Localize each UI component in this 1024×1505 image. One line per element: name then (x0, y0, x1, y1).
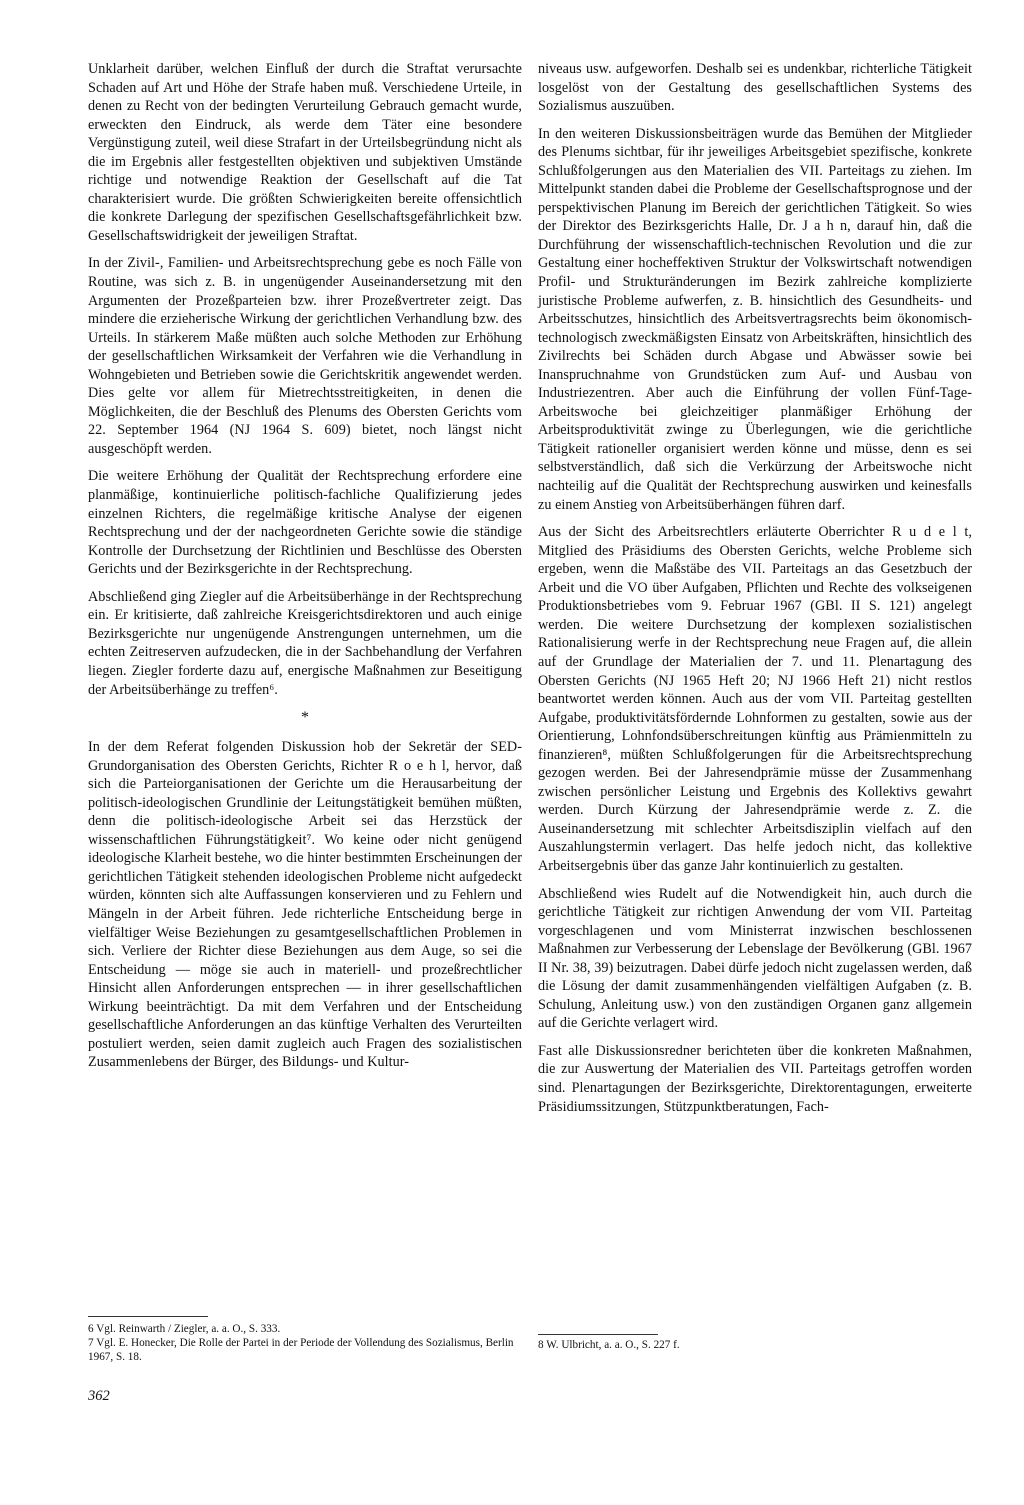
paragraph: Aus der Sicht des Arbeitsrechtlers erläuterte Oberrichter R u d e l t, Mitglied des Präsidiums des Obersten Gerichts, welche Probleme sich ergeben, wenn die Maßstäbe des VII. Parteitags an das Gesetzbuch der Arbeit und die VO über Aufgaben, Pflichten und Rechte des volkseigenen Produktionsbetriebes vom 9. Februar 1967 (GBl. II S. 121) angelegt werden. Die weitere Durchsetzung der komplexen sozialistischen Rationalisierung werfe in der Rechtsprechung neue Fragen auf, die allein auf der Grundlage der Materialien der 7. und 11. Plenartagung des Obersten Gerichts (NJ 1965 Heft 20; NJ 1966 Heft 21) nicht restlos beantwortet werden können. Auch aus der vom VII. Parteitag gestellten Aufgabe, produktivitätsfördernde Lohnformen zu gestalten, sowie aus der Orientierung, Lohnfondsüberschreitungen künftig aus Prämienmitteln zu finanzieren⁸, müßten Schlußfolgerungen für die Arbeitsrechtsprechung gezogen werden. Bei der Jahresendprämie müsse der Zusammenhang zwischen persönlicher Leistung und Ergebnis des Kollektivs gewahrt werden. Durch Kürzung der Jahresendprämie werde z. Z. die Auseinandersetzung mit schlechter Arbeitsdisziplin vielfach auf den Auszahlungstermin verlagert. Das helfe jedoch nicht, das kollektive Arbeitsergebnis über das ganze Jahr kontinuierlich zu gestalten. (538, 524, 972, 874)
paragraph: In der Zivil-, Familien- und Arbeitsrechtsprechung gebe es noch Fälle von Routine, was sich z. B. in ungenügender Auseinandersetzung mit den Argumenten der Prozeßparteien bzw. ihrer Prozeßvertreter zeigt. Das mindere die erzieherische Wirkung der gerichtlichen Verhandlung bzw. des Urteils. In stärkerem Maße müßten auch solche Methoden zur Erhöhung der gesellschaftlichen Wirksamkeit der Verfahren wie die Verhandlung in Wohngebieten und Betrieben sowie die Gerichtskritik angewendet werden. Dies gelte vor allem für Mietrechtsstreitigkeiten, in denen die Möglichkeiten, die der Beschluß des Plenums des Obersten Gerichts vom 22. September 1964 (NJ 1964 S. 609) bietet, noch längst nicht ausgeschöpft werden. (88, 255, 522, 457)
footnote: 7 Vgl. E. Honecker, Die Rolle der Partei in der Periode der Vollendung des Sozialismus, Berlin 1967, S. 18. (88, 1337, 514, 1363)
right-column (538, 60, 972, 1125)
left-column (88, 60, 522, 1081)
paragraph: In der dem Referat folgenden Diskussion hob der Sekretär der SED-Grundorganisation des Obersten Gerichts, Richter R o e h l, hervor, daß sich die Parteiorganisationen der Gerichte um die Herausarbeitung der politisch-ideologischen Grundlinie der Leitungstätigkeit bemühen müßten, denn die politisch-ideologische Arbeit sei das Herzstück der wissenschaftlichen Führungstätigkeit⁷. Wo keine oder nicht genügend ideologische Klarheit bestehe, wo die hinter bestimmten Erscheinungen der gerichtlichen Tätigkeit stehenden ideologischen Probleme nicht aufgedeckt würden, könnten sich alte Auffassungen konservieren und zu Fehlern und Mängeln in der Arbeit führen. Jede richterliche Entscheidung berge in vielfältiger Weise Beziehungen zu gesamtgesellschaftlichen Problemen in sich. Verliere der Richter diese Beziehungen aus dem Auge, so sei die Entscheidung — möge sie auch in materiell- und prozeßrechtlicher Hinsicht allen Anforderungen entsprechen — in ihrer gesellschaftlichen Wirkung beeinträchtigt. Da mit dem Verfahren und der Entscheidung gesellschaftliche Anforderungen an das künftige Verhalten des Verurteilten postuliert werden, seien damit zugleich auch Fragen des sozialistischen Zusammenlebens der Bürger, des Bildungs- und Kultur- (88, 739, 522, 1071)
paragraph: In den weiteren Diskussionsbeiträgen wurde das Bemühen der Mitglieder des Plenums sichtbar, für ihr jeweiliges Arbeitsgebiet spezifische, konkrete Schlußfolgerungen aus den Materialien des VII. Parteitags zu ziehen. Im Mittelpunkt standen dabei die Probleme der Gesellschaftsprognose und der perspektivischen Planung im Bereich der gerichtlichen Tätigkeit. So wies der Direktor des Bezirksgerichts Halle, Dr. J a h n, darauf hin, daß die Durchführung der wissenschaftlich-technischen Revolution und die zur Gestaltung einer hocheffektiven Struktur der Volkswirtschaft notwendigen Profil- und Strukturänderungen im Bezirk zahlreiche komplizierte juristische Probleme aufwerfen, z. B. hinsichtlich des Gesundheits- und Arbeitsschutzes, hinsichtlich des Arbeitsvertragsrechts beim ökonomisch-technologisch zweckmäßigsten Einsatz von Arbeitskräften, hinsichtlich des Zivilrechts bei Schäden durch Abgase und Abwässer sowie bei Inanspruchnahme von Grundstücken zum Auf- und Ausbau von Industriezentren. Aber auch die Einführung der vollen Fünf-Tage-Arbeitswoche bei gleichzeitiger planmäßiger Erhöhung der Arbeitsproduktivität zwinge zu Überlegungen, wie die gerichtliche Tätigkeit rationeller organisiert werden könne und müsse, denn es sei selbstverständlich, daß sich die Verkürzung der Arbeitswoche nicht nachteilig auf die Qualität der Rechtsprechung auswirken und keinesfalls zu einem Anstieg von Arbeitsüberhängen führen darf. (538, 125, 972, 513)
section-separator: * (301, 709, 309, 727)
paragraph: niveaus usw. aufgeworfen. Deshalb sei es undenkbar, richterliche Tätigkeit losgelöst von der Gestaltung des gesellschaftlichen Systems des Sozialismus auszuüben. (538, 61, 972, 115)
paragraph: Fast alle Diskussionsredner berichteten über die konkreten Maßnahmen, die zur Auswertung der Materialien des VII. Parteitags getroffen worden sind. Plenartagungen der Bezirksgerichte, Direktorentagungen, erweiterte Präsidiumssitzungen, Stützpunktberatungen, Fach- (538, 1042, 972, 1115)
paragraph: Die weitere Erhöhung der Qualität der Rechtsprechung erfordere eine planmäßige, kontinuierliche politisch-fachliche Qualifizierung jedes einzelnen Richters, die regelmäßige kritische Analyse der eigenen Rechtsprechung und der der nachgeordneten Gerichte sowie die ständige Kontrolle der Durchsetzung der Richtlinien und Beschlüsse des Obersten Gerichts und der Bezirksgerichte in der Rechtsprechung. (88, 468, 522, 578)
footnote: 6 Vgl. Reinwarth / Ziegler, a. a. O., S. 333. (88, 1323, 281, 1335)
paragraph: Abschließend ging Ziegler auf die Arbeitsüberhänge in der Rechtsprechung ein. Er kritisierte, daß zahlreiche Kreisgerichtsdirektoren und auch einige Bezirksgerichte nur ungenügende Anstrengungen unternehmen, um die echten Zeitreserven aufzudecken, die in der Sachbehandlung der Verfahren liegen. Ziegler forderte dazu auf, energische Maßnahmen zur Beseitigung der Arbeitsüberhänge zu treffen⁶. (88, 588, 522, 698)
paragraph: Unklarheit darüber, welchen Einfluß der durch die Straftat verursachte Schaden auf Art und Höhe der Strafe haben muß. Verschiedene Urteile, in denen zu Recht von der bedingten Verurteilung Gebrauch gemacht wurde, erweckten den Eindruck, als werde dem Täter eine besondere Vergünstigung zuteil, weil diese Strafart in der Urteilsbegründung nicht als die im Ergebnis aller festgestellten objektiven und subjektiven Umstände richtige und notwendige Reaktion der Gesellschaft auf die Tat charakterisiert wurde. Die größten Schwierigkeiten bereite offensichtlich die konkrete Darlegung der spezifischen Gesellschaftsgefährlichkeit bzw. Gesellschaftswidrigkeit der jeweiligen Straftat. (88, 61, 522, 244)
footnote-rule (538, 1334, 658, 1335)
paragraph: Abschließend wies Rudelt auf die Notwendigkeit hin, auch durch die gerichtliche Tätigkeit zur richtigen Anwendung der vom VII. Parteitag vorgeschlagenen und vom Ministerrat inzwischen beschlossenen Maßnahmen zur Verbesserung der Lebenslage der Bevölkerung (GBl. 1967 II Nr. 38, 39) beizutragen. Dabei dürfe jedoch nicht zugelassen werden, daß die Lösung der damit zusammenhängenden vielfältigen Aufgaben (z. B. Schulung, Anleitung usw.) von den zuständigen Organen ganz allgemein auf die Gerichte verlagert wird. (538, 885, 972, 1032)
footnotes-right (538, 1338, 972, 1352)
footnotes-left (88, 1322, 522, 1364)
footnote: 8 W. Ulbricht, a. a. O., S. 227 f. (538, 1339, 680, 1351)
page-number: 362 (88, 1388, 110, 1404)
footnote-rule (88, 1316, 208, 1317)
